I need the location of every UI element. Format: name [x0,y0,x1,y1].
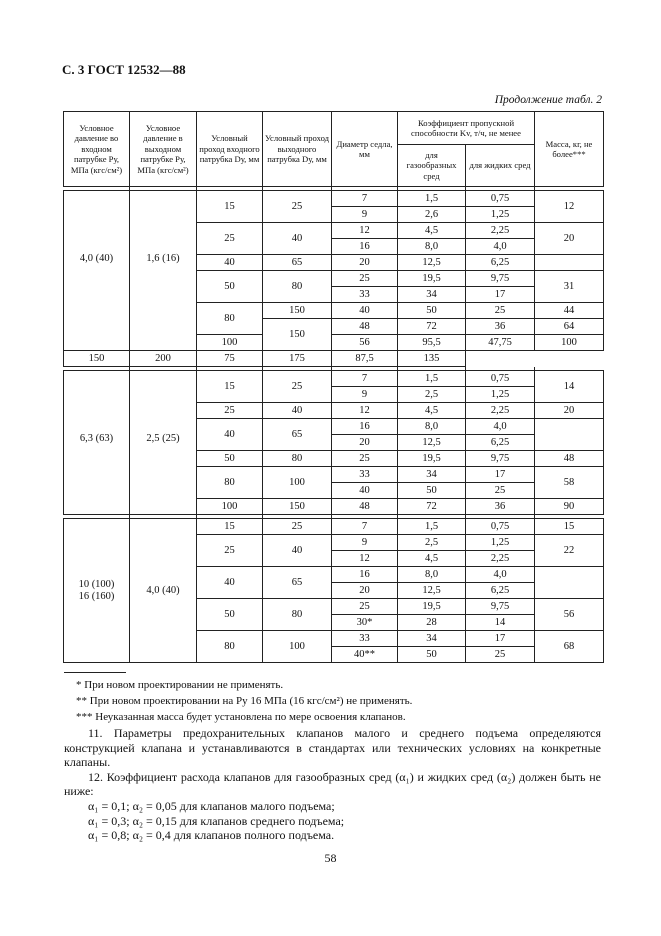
mass-cell: 68 [535,631,604,663]
liquid-cell: 47,75 [466,335,535,351]
inlet-bore-cell: 50 [197,599,263,631]
mass-cell: 14 [535,371,604,403]
pressure-inlet-cell: 6,3 (63) [64,371,130,515]
seat-cell: 12 [332,403,398,419]
liquid-cell: 25 [466,483,535,499]
header-mass: Масса, кг, не более*** [535,112,604,187]
seat-cell: 56 [332,335,398,351]
liquid-cell: 6,25 [466,435,535,451]
coefficient-line-full-lift: α₁ = 0,8; α₂ = 0,4 для клапанов полного подъема. [88,828,335,843]
footnotes [64,677,604,725]
mass-cell: 22 [535,535,604,567]
outlet-bore-cell: 40 [263,535,332,567]
gas-cell: 19,5 [398,451,466,467]
gas-cell: 8,0 [398,419,466,435]
inlet-bore-cell: 100 [197,335,263,351]
seat-cell: 48 [332,319,398,335]
seat-cell: 7 [332,191,398,207]
seat-cell: 7 [332,519,398,535]
seat-cell: 33 [332,287,398,303]
liquid-cell: 0,75 [466,519,535,535]
outlet-bore-cell: 65 [263,567,332,599]
liquid-cell: 17 [466,287,535,303]
seat-cell: 7 [332,371,398,387]
gas-cell: 4,5 [398,403,466,419]
outlet-bore-cell: 25 [263,191,332,223]
seat-cell: 12 [332,551,398,567]
liquid-cell: 25 [466,647,535,663]
coefficient-line-low-lift: α₁ = 0,1; α₂ = 0,05 для клапанов малого подъема; [88,798,335,813]
mass-cell: 20 [535,403,604,419]
page-number: 58 [324,851,337,865]
liquid-cell: 6,25 [466,583,535,599]
pressure-outlet-cell: 1,6 (16) [130,191,197,351]
liquid-cell: 17 [466,631,535,647]
paragraph-12: 12. Коэффициент расхода клапанов для газообразных сред (α₁) и жидких сред (α₂) должен быть не ниже: [64,769,601,799]
gas-cell: 4,5 [398,223,466,239]
outlet-bore-cell: 25 [263,371,332,403]
liquid-cell: 2,25 [466,223,535,239]
outlet-bore-cell: 150 [263,303,332,319]
liquid-cell: 87,5 [332,351,398,367]
gas-cell: 175 [263,351,332,367]
liquid-cell: 2,25 [466,403,535,419]
seat-cell: 12 [332,223,398,239]
gas-cell: 2,5 [398,535,466,551]
pressure-outlet-cell: 4,0 (40) [130,519,197,663]
inlet-bore-cell: 50 [197,271,263,303]
paragraph-11: 11. Параметры предохранительных клапанов малого и среднего подъема определяются конструкцией клапана и устанавливаются в стандартах или технических условиях на конкретные клапаны. [64,726,601,770]
seat-cell: 40 [332,483,398,499]
liquid-cell: 0,75 [466,371,535,387]
seat-cell: 33 [332,467,398,483]
header-gas-media: для газообразных сред [398,145,466,187]
gas-cell: 50 [398,303,466,319]
gas-cell: 8,0 [398,239,466,255]
outlet-bore-cell: 100 [263,467,332,499]
header-pressure-outlet: Условное давление в выходном патрубке Pу, МПа (кгс/см²) [130,112,197,187]
seat-cell: 40** [332,647,398,663]
header-inlet-bore: Условный проход входного патрубка Dу, мм [197,112,263,187]
header-flow-coefficient: Коэффициент пропускной способности Kv, т/ч, не менее [398,112,535,145]
mass-cell: 12 [535,191,604,223]
outlet-bore-cell: 65 [263,419,332,451]
seat-cell: 25 [332,599,398,615]
gas-cell: 34 [398,287,466,303]
inlet-bore-cell: 80 [197,467,263,499]
seat-cell: 25 [332,271,398,287]
document-header: С. 3 ГОСТ 12532—88 [62,62,186,77]
liquid-cell: 17 [466,467,535,483]
mass-cell: 90 [535,499,604,515]
seat-cell: 16 [332,239,398,255]
header-seat-diameter: Диаметр седла, мм [332,112,398,187]
inlet-bore-cell: 40 [197,419,263,451]
liquid-cell: 9,75 [466,599,535,615]
coefficient-line-mid-lift: α₁ = 0,3; α₂ = 0,15 для клапанов среднего подъема; [88,813,345,828]
inlet-bore-cell: 15 [197,191,263,223]
seat-cell: 9 [332,535,398,551]
table-row [64,371,604,387]
seat-cell: 40 [332,303,398,319]
seat-cell: 16 [332,419,398,435]
inlet-bore-cell: 40 [197,567,263,599]
inlet-bore-cell: 15 [197,371,263,403]
gas-cell: 12,5 [398,255,466,271]
mass-cell: 15 [535,519,604,535]
header-liquid-media: для жидких сред [466,145,535,187]
mass-cell: 48 [535,451,604,467]
inlet-bore-cell: 50 [197,451,263,467]
liquid-cell: 36 [466,499,535,515]
outlet-bore-cell: 40 [263,223,332,255]
pressure-outlet-cell: 2,5 (25) [130,371,197,515]
gas-cell: 1,5 [398,371,466,387]
gas-cell: 19,5 [398,599,466,615]
liquid-cell: 6,25 [466,255,535,271]
gas-cell: 1,5 [398,519,466,535]
seat-cell: 48 [332,499,398,515]
inlet-bore-cell: 40 [197,255,263,271]
footnote-3: *** Неуказанная масса будет установлена по мере освоения клапанов. [76,711,406,723]
gas-cell: 34 [398,631,466,647]
liquid-cell: 25 [466,303,535,319]
seat-cell: 9 [332,387,398,403]
table-row [64,351,604,367]
outlet-bore-cell: 150 [263,319,332,351]
gas-cell: 1,5 [398,191,466,207]
inlet-bore-cell: 15 [197,519,263,535]
seat-cell: 16 [332,567,398,583]
footnote-divider [64,672,126,673]
gas-cell: 34 [398,467,466,483]
liquid-cell: 2,25 [466,551,535,567]
seat-cell: 25 [332,451,398,467]
outlet-bore-cell: 65 [263,255,332,271]
liquid-cell: 4,0 [466,419,535,435]
mass-cell [535,419,604,451]
mass-cell: 58 [535,467,604,499]
body-text [64,726,601,843]
liquid-cell: 0,75 [466,191,535,207]
liquid-cell: 36 [466,319,535,335]
mass-cell: 20 [535,223,604,255]
seat-cell: 20 [332,435,398,451]
pressure-inlet-cell [64,519,130,663]
mass-cell: 135 [398,351,466,367]
inlet-bore-cell: 80 [197,631,263,663]
mass-cell: 64 [535,319,604,335]
inlet-bore-cell: 25 [197,223,263,255]
seat-cell: 33 [332,631,398,647]
table-row [64,519,604,535]
header-outlet-bore: Условный проход выходного патрубка Dу, мм [263,112,332,187]
inlet-bore-cell: 25 [197,535,263,567]
liquid-cell: 1,25 [466,535,535,551]
gas-cell: 2,5 [398,387,466,403]
gas-cell: 8,0 [398,567,466,583]
inlet-bore-cell: 25 [197,403,263,419]
gas-cell: 19,5 [398,271,466,287]
liquid-cell: 4,0 [466,239,535,255]
footnote-2: ** При новом проектировании на Pу 16 МПа (16 кгс/см²) не применять. [76,695,413,707]
liquid-cell: 9,75 [466,451,535,467]
seat-cell: 9 [332,207,398,223]
table-row [64,191,604,207]
pressure-inlet-value-alt: 16 (160) [78,590,115,602]
outlet-bore-cell: 80 [263,271,332,303]
gas-cell: 72 [398,319,466,335]
inlet-bore-cell: 80 [197,303,263,335]
seat-cell: 20 [332,255,398,271]
mass-cell: 44 [535,303,604,319]
liquid-cell: 9,75 [466,271,535,287]
inlet-bore-cell: 150 [64,351,130,367]
outlet-bore-cell: 150 [263,499,332,515]
outlet-bore-cell: 80 [263,599,332,631]
seat-cell: 30* [332,615,398,631]
gas-cell: 50 [398,647,466,663]
seat-cell: 75 [197,351,263,367]
pressure-inlet-cell: 4,0 (40) [64,191,130,351]
gas-cell: 50 [398,483,466,499]
liquid-cell: 4,0 [466,567,535,583]
mass-cell [535,255,604,271]
valve-parameters-table [63,111,603,663]
gas-cell: 12,5 [398,435,466,451]
pressure-inlet-value: 10 (100) [78,578,115,590]
outlet-bore-cell: 100 [263,631,332,663]
mass-cell: 31 [535,271,604,303]
gas-cell: 72 [398,499,466,515]
outlet-bore-cell: 40 [263,403,332,419]
liquid-cell: 14 [466,615,535,631]
header-pressure-inlet: Условное давление во входном патрубке Pу, МПа (кгс/см²) [64,112,130,187]
mass-cell: 100 [535,335,604,351]
outlet-bore-cell: 25 [263,519,332,535]
gas-cell: 28 [398,615,466,631]
gas-cell: 2,6 [398,207,466,223]
liquid-cell: 1,25 [466,207,535,223]
gas-cell: 95,5 [398,335,466,351]
seat-cell: 20 [332,583,398,599]
gas-cell: 4,5 [398,551,466,567]
outlet-bore-cell: 200 [130,351,197,367]
mass-cell [535,567,604,599]
gas-cell: 12,5 [398,583,466,599]
liquid-cell: 1,25 [466,387,535,403]
footnote-1: * При новом проектировании не применять. [76,679,284,691]
inlet-bore-cell: 100 [197,499,263,515]
table-continuation-label: Продолжение табл. 2 [494,94,602,106]
outlet-bore-cell: 80 [263,451,332,467]
mass-cell: 56 [535,599,604,631]
